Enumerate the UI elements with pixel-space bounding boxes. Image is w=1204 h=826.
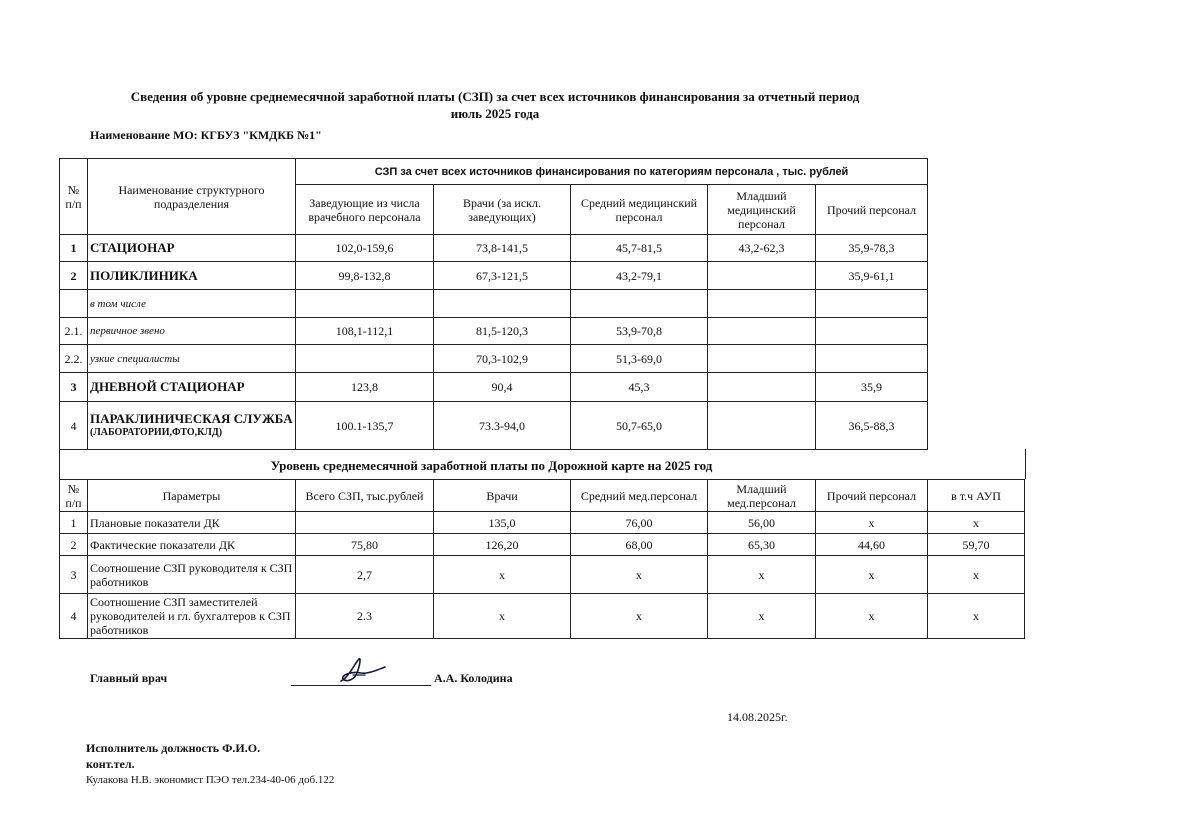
table-row: 3 Соотношение СЗП руководителя к СЗП работников 2,7 х х х х х — [60, 556, 1025, 594]
signature-icon — [335, 655, 395, 689]
col-header-mid-staff: Средний медицинский персонал — [571, 185, 708, 235]
org-name: Наименование МО: КГБУЗ "КМДКБ №1" — [90, 128, 322, 142]
col-header-num: № п/п — [60, 159, 88, 235]
report-date: 14.08.2025г. — [727, 710, 788, 724]
table-row: 2 Фактические показатели ДК 75,80 126,20 68,00 65,30 44,60 59,70 — [60, 534, 1025, 556]
table-row: 4 ПАРАКЛИНИЧЕСКАЯ СЛУЖБА (ЛАБОРАТОРИИ,ФТО,КЛД) 100.1-135,7 73.3-94,0 50,7-65,0 36,5-88,3 — [60, 402, 928, 450]
table-row: 4 Соотношение СЗП заместителей руководителей и гл. бухгалтеров к СЗП работников 2.3 х х х х х — [60, 594, 1025, 639]
table-row: 2.1. первичное звено 108,1-112,1 81,5-120,3 53,9-70,8 — [60, 318, 928, 345]
dept-subname: (ЛАБОРАТОРИИ,ФТО,КЛД) — [90, 426, 223, 438]
chief-name: А.А. Колодина — [434, 671, 513, 685]
salary-by-department-table — [59, 158, 928, 450]
executor-label: Исполнитель должность Ф.И.О. — [86, 741, 261, 755]
table-row: 1 СТАЦИОНАР 102,0-159,6 73,8-141,5 45,7-81,5 43,2-62,3 35,9-78,3 — [60, 235, 928, 262]
roadmap-table — [59, 479, 1025, 639]
col-header-other-staff: Прочий персонал — [816, 185, 928, 235]
report-title-line2: июль 2025 года — [450, 106, 540, 121]
table-row: 1 Плановые показатели ДК 135,0 76,00 56,00 х х — [60, 512, 1025, 534]
table-row: в том числе — [60, 290, 928, 318]
group-header: СЗП за счет всех источников финансирования по категориям персонала , тыс. рублей — [296, 159, 928, 185]
roadmap-header-row: № п/п Параметры Всего СЗП, тыс.рублей Врачи Средний мед.персонал Младший мед.персонал Прочий персонал в т.ч АУП — [60, 480, 1025, 512]
dept-name: ПАРАКЛИНИЧЕСКАЯ СЛУЖБА — [90, 410, 293, 426]
col-header-doctors: Врачи (за искл. заведующих) — [434, 185, 571, 235]
table-row: 3 ДНЕВНОЙ СТАЦИОНАР 123,8 90,4 45,3 35,9 — [60, 373, 928, 402]
chief-label: Главный врач — [90, 671, 168, 685]
executor-info: Кулакова Н.В. экономист ПЭО тел.234-40-06 доб.122 — [86, 774, 335, 786]
col-header-dept: Наименование структурного подразделения — [88, 159, 296, 235]
report-title-line1: Сведения об уровне среднемесячной заработной платы (СЗП) за счет всех источников финансирования за отчетный период — [130, 89, 860, 104]
roadmap-title: Уровень среднемесячной заработной платы по Дорожной карте на 2025 год — [270, 458, 713, 473]
table-row: 2 ПОЛИКЛИНИКА 99,8-132,8 67,3-121,5 43,2-79,1 35,9-61,1 — [60, 262, 928, 290]
col-header-junior-staff: Младший медицинский персонал — [708, 185, 816, 235]
col-header-heads: Заведующие из числа врачебного персонала — [296, 185, 434, 235]
contact-label: конт.тел. — [86, 757, 135, 771]
table-row: 2.2. узкие специалисты 70,3-102,9 51,3-69,0 — [60, 345, 928, 373]
